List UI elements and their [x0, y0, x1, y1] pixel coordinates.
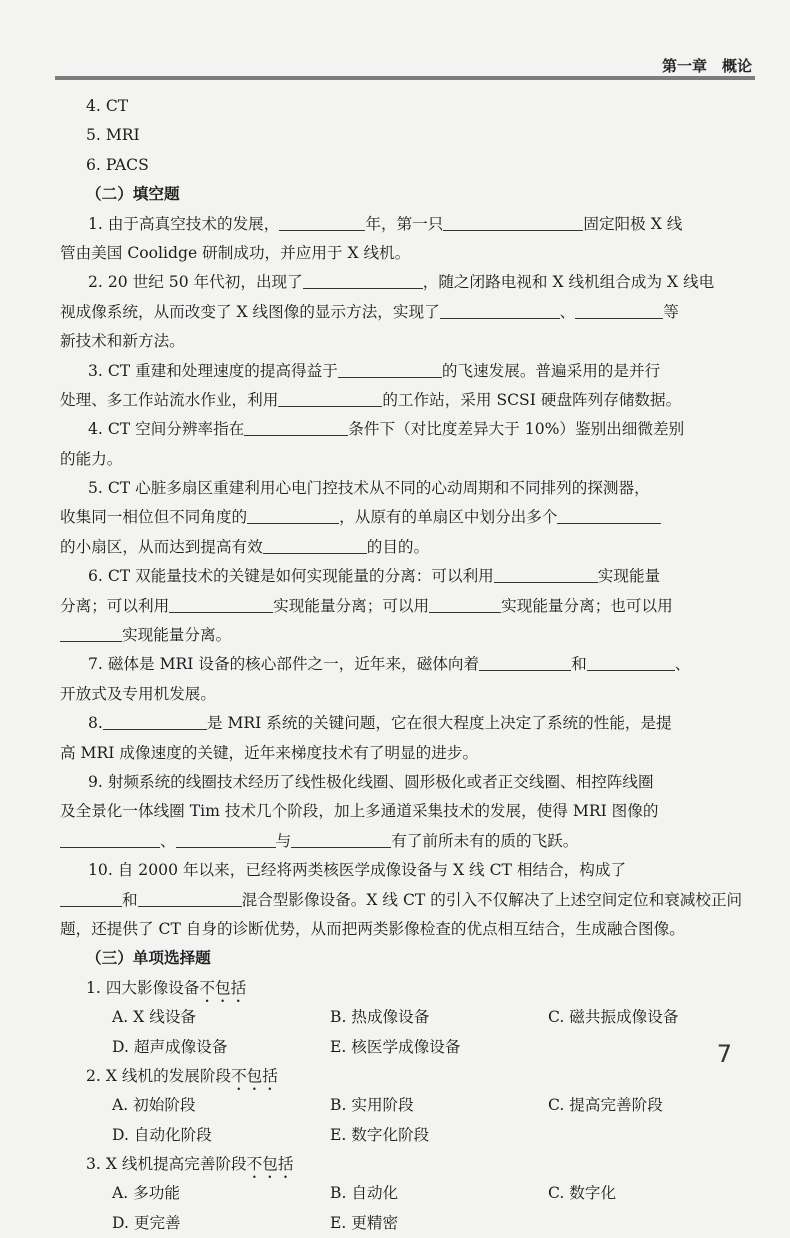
fill-question-7: 7. 磁体是 MRI 设备的核心部件之一，近年来，磁体向着 和 、: [88, 655, 691, 674]
blank[interactable]: [440, 302, 560, 319]
page-header: [0, 0, 790, 82]
mc-option[interactable]: C. 提高完善阶段: [548, 1096, 663, 1115]
blank[interactable]: [279, 214, 365, 231]
blank[interactable]: [244, 419, 348, 436]
blank[interactable]: [263, 537, 367, 554]
fill-question-4: 4. CT 空间分辨率指在 条件下（对比度差异大于 10%）鉴别出细微差别: [88, 420, 685, 439]
blank[interactable]: [60, 625, 122, 642]
fill-question-9-cont: 及全景化一体线圈 Tim 技术几个阶段，加上多通道采集技术的发展，使得 MRI 图像的: [60, 802, 659, 821]
fill-question-2: 2. 20 世纪 50 年代初，出现了 ，随之闭路电视和 X 线机组合成为 X 线电: [88, 273, 715, 292]
mc-option[interactable]: E. 数字化阶段: [330, 1125, 430, 1144]
fill-question-5-cont: 收集同一相位但不同角度的 ，从原有的单扇区中划分出多个: [60, 503, 740, 532]
fill-question-10: 10. 自 2000 年以来，已经将两类核医学成像设备与 X 线 CT 相结合，构成了: [88, 861, 627, 880]
section-heading-choice: （三）单项选择题: [86, 949, 211, 968]
fill-question-7-end: 开放式及专用机发展。: [60, 684, 216, 703]
mc-option[interactable]: B. 热成像设备: [330, 1008, 430, 1027]
blank[interactable]: [291, 831, 391, 848]
blank[interactable]: [479, 654, 571, 671]
fill-question-6-cont: 分离；可以利用 实现能量分离；可以用 实现能量分离；也可以用: [60, 596, 673, 615]
fill-question-4-end: 的能力。: [60, 449, 123, 468]
fill-question-9-end: 、 与 有了前所未有的质的飞跃。: [60, 827, 740, 856]
fill-question-9: 9. 射频系统的线圈技术经历了线性极化线圈、圆形极化或者正交线圈、相控阵线圈: [88, 772, 654, 791]
mc-option[interactable]: C. 数字化: [548, 1184, 617, 1203]
blank[interactable]: [303, 272, 423, 289]
mc-question-3: 3. X 线机提高完善阶段不包括: [86, 1155, 294, 1174]
mc-question-2: 2. X 线机的发展阶段不包括: [86, 1066, 278, 1085]
blank[interactable]: [169, 596, 273, 613]
mc-options-row: [60, 1209, 740, 1238]
blank[interactable]: [494, 566, 598, 583]
fill-question-1-cont: 管由美国 Coolidge 研制成功，并应用于 X 线机。: [60, 243, 411, 262]
fill-question-6: 6. CT 双能量技术的关键是如何实现能量的分离：可以利用 实现能量: [88, 567, 661, 586]
list-item: 5. MRI: [86, 126, 140, 145]
fill-question-10-end: 题，还提供了 CT 自身的诊断优势，从而把两类影像检查的优点相互结合，生成融合图像。: [60, 919, 685, 938]
mc-options-row: [60, 1121, 740, 1150]
fill-question-1: 1. 由于高真空技术的发展， 年，第一只 固定阳极 X 线: [88, 214, 683, 233]
mc-option[interactable]: A. 多功能: [112, 1184, 180, 1203]
mc-option[interactable]: A. X 线设备: [112, 1008, 197, 1027]
blank[interactable]: [176, 831, 276, 848]
blank[interactable]: [587, 654, 675, 671]
mc-option[interactable]: B. 实用阶段: [330, 1096, 414, 1115]
page-number: 7: [716, 1040, 732, 1068]
mc-options-row: [60, 1003, 740, 1032]
header-rule: [55, 76, 755, 80]
mc-option[interactable]: E. 核医学成像设备: [330, 1037, 461, 1056]
blank[interactable]: [429, 596, 501, 613]
mc-option[interactable]: D. 超声成像设备: [112, 1037, 228, 1056]
blank[interactable]: [60, 890, 122, 907]
mc-option[interactable]: E. 更精密: [330, 1213, 399, 1232]
mc-option[interactable]: B. 自动化: [330, 1184, 399, 1203]
fill-question-2-cont: 视成像系统，从而改变了 X 线图像的显示方法，实现了 、 等: [60, 302, 679, 321]
blank[interactable]: [103, 713, 207, 730]
blank[interactable]: [247, 507, 339, 524]
blank[interactable]: [338, 361, 442, 378]
blank[interactable]: [443, 214, 583, 231]
blank[interactable]: [60, 831, 160, 848]
page-content: [60, 92, 743, 1238]
blank[interactable]: [138, 890, 242, 907]
blank[interactable]: [278, 390, 382, 407]
mc-question-1: 1. 四大影像设备不包括: [86, 978, 247, 997]
blank[interactable]: [575, 302, 663, 319]
list-item: 6. PACS: [86, 155, 149, 174]
chapter-title: 第一章 概论: [661, 57, 752, 75]
blank[interactable]: [557, 507, 661, 524]
mc-options-row: [60, 1033, 740, 1062]
fill-question-8-end: 高 MRI 成像速度的关键，近年来梯度技术有了明显的进步。: [60, 743, 479, 762]
fill-question-8: 8. 是 MRI 系统的关键问题，它在很大程度上决定了系统的性能，是提: [88, 714, 672, 733]
mc-option[interactable]: D. 更完善: [112, 1213, 181, 1232]
fill-question-2-end: 新技术和新方法。: [60, 332, 185, 351]
mc-option[interactable]: D. 自动化阶段: [112, 1125, 212, 1144]
fill-question-5-end: 的小扇区，从而达到提高有效 的目的。: [60, 537, 430, 556]
mc-option[interactable]: C. 磁共振成像设备: [548, 1008, 679, 1027]
mc-options-row: [60, 1091, 740, 1120]
fill-question-3: 3. CT 重建和处理速度的提高得益于 的飞速发展。普遍采用的是并行: [88, 361, 661, 380]
list-item: 4. CT: [86, 97, 129, 115]
fill-question-10-cont: 和 混合型影像设备。X 线 CT 的引入不仅解决了上述空间定位和衰减校正问: [60, 886, 740, 915]
fill-question-3-cont: 处理、多工作站流水作业，利用 的工作站，采用 SCSI 硬盘阵列存储数据。: [60, 390, 682, 409]
section-heading-fill: （二）填空题: [86, 185, 180, 204]
mc-option[interactable]: A. 初始阶段: [112, 1096, 196, 1115]
fill-question-5: 5. CT 心脏多扇区重建利用心电门控技术从不同的心动周期和不同排列的探测器，: [88, 479, 650, 498]
fill-question-6-end: 实现能量分离。: [60, 621, 740, 650]
mc-options-row: [60, 1179, 740, 1208]
